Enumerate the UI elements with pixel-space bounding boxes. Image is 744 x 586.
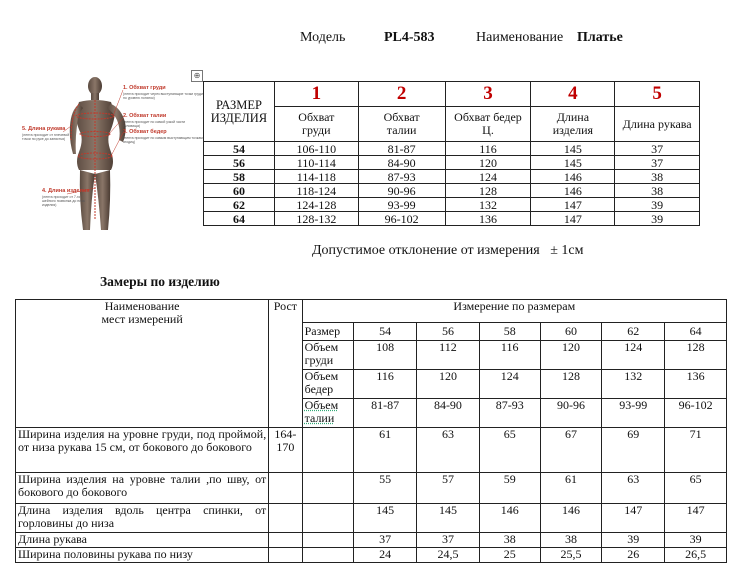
measurement-row	[16, 473, 727, 504]
empty-cell	[302, 533, 354, 548]
parameter-label: Размер	[302, 323, 354, 341]
size-cell: 62	[204, 198, 275, 212]
parameter-value: 93-99	[602, 399, 665, 428]
figure-label-sleeve: 5. Длина рукава	[22, 126, 66, 132]
parameter-label: Объем талии	[302, 399, 354, 428]
name-value: Платье	[577, 30, 623, 45]
measurement-row	[16, 548, 727, 563]
measurement-cell: 145	[531, 156, 615, 170]
parameter-value: 120	[417, 370, 480, 399]
measurement-value: 25,5	[540, 548, 602, 563]
parameter-value: 136	[665, 370, 727, 399]
measurement-cell: 87-93	[358, 170, 445, 184]
measurement-value: 37	[354, 533, 417, 548]
parameter-value: 90-96	[540, 399, 602, 428]
empty-cell	[302, 428, 354, 473]
measurement-value: 38	[479, 533, 540, 548]
model-label: Модель	[300, 30, 346, 45]
measurement-cell: 136	[445, 212, 531, 226]
measurement-value: 26,5	[665, 548, 727, 563]
name-column-header: Наименование мест измерений	[16, 300, 269, 428]
measurement-value: 55	[354, 473, 417, 504]
section-title: Замеры по изделию	[100, 274, 220, 289]
size-cell: 60	[204, 184, 275, 198]
parameter-value: 64	[665, 323, 727, 341]
measurement-value: 26	[602, 548, 665, 563]
product-measurements-table	[15, 299, 727, 563]
measurement-value: 63	[417, 428, 480, 473]
size-chart-table	[203, 81, 700, 226]
measurement-cell: 39	[615, 198, 700, 212]
parameter-value: 120	[540, 341, 602, 370]
measurement-value: 65	[665, 473, 727, 504]
parameter-value: 84-90	[417, 399, 480, 428]
size-cell: 56	[204, 156, 275, 170]
measurement-cell: 128	[445, 184, 531, 198]
height-cell	[269, 504, 302, 533]
height-column-header: Рост	[269, 300, 302, 428]
measurement-cell: 38	[615, 170, 700, 184]
measurement-value: 61	[540, 473, 602, 504]
measurement-value: 69	[602, 428, 665, 473]
body-measurement-figure	[15, 70, 205, 240]
measurement-value: 145	[417, 504, 480, 533]
measurement-value: 38	[540, 533, 602, 548]
measurement-cell: 114-118	[274, 170, 358, 184]
parameter-value: 128	[540, 370, 602, 399]
name-label: Наименование	[476, 30, 564, 45]
column-number: 3	[445, 82, 531, 107]
parameter-value: 124	[479, 370, 540, 399]
measurement-cell: 147	[531, 212, 615, 226]
measurement-label: Ширина изделия на уровне груди, под проймой, от низа рукава 15 см, от бокового до бокового	[16, 428, 269, 473]
column-number: 4	[531, 82, 615, 107]
height-cell	[269, 473, 302, 504]
measurement-row	[16, 533, 727, 548]
measurement-cell: 84-90	[358, 156, 445, 170]
parameter-value: 116	[479, 341, 540, 370]
measurement-label: Длина рукава	[16, 533, 269, 548]
figure-label-chest: 1. Обхват груди	[123, 85, 166, 91]
measurement-value: 24	[354, 548, 417, 563]
empty-cell	[302, 504, 354, 533]
measurement-cell: 106-110	[274, 142, 358, 156]
model-value: PL4-583	[384, 30, 435, 45]
measurement-cell: 118-124	[274, 184, 358, 198]
parameter-value: 96-102	[665, 399, 727, 428]
measurement-cell: 128-132	[274, 212, 358, 226]
parameter-value: 56	[417, 323, 480, 341]
figure-label-hips: 3. Обхват бедер	[123, 129, 167, 135]
measurement-row	[16, 504, 727, 533]
height-cell: 164-170	[269, 428, 302, 473]
figure-label-length: 4. Длина изделия	[42, 188, 90, 194]
table-move-handle-icon[interactable]: ⊕	[191, 70, 203, 82]
size-row	[204, 198, 700, 212]
measurement-cell: 146	[531, 170, 615, 184]
parameter-value: 112	[417, 341, 480, 370]
size-row	[204, 184, 700, 198]
parameter-value: 124	[602, 341, 665, 370]
measurement-value: 67	[540, 428, 602, 473]
figure-note-length: (лента проходит от 7-го шейного позвонка до низа изделия)	[42, 195, 85, 207]
measurement-cell: 37	[615, 142, 700, 156]
size-row	[204, 212, 700, 226]
parameter-value: 58	[479, 323, 540, 341]
size-row	[204, 170, 700, 184]
size-cell: 54	[204, 142, 275, 156]
measurement-cell: 37	[615, 156, 700, 170]
measurement-value: 147	[602, 504, 665, 533]
measurement-cell: 81-87	[358, 142, 445, 156]
measurement-cell: 146	[531, 184, 615, 198]
measurement-value: 57	[417, 473, 480, 504]
size-cell: 64	[204, 212, 275, 226]
column-name: Длина изделия	[531, 107, 615, 142]
figure-note-hips: (лента проходит по самым выступающим точкам ягодиц)	[123, 136, 203, 144]
column-name: Обхват груди	[274, 107, 358, 142]
parameter-label: Объем бедер	[302, 370, 354, 399]
measurement-value: 24,5	[417, 548, 480, 563]
measurement-value: 59	[479, 473, 540, 504]
parameter-value: 54	[354, 323, 417, 341]
measurement-cell: 116	[445, 142, 531, 156]
measurement-value: 39	[602, 533, 665, 548]
measurement-cell: 93-99	[358, 198, 445, 212]
size-row	[204, 142, 700, 156]
measurement-cell: 120	[445, 156, 531, 170]
empty-cell	[302, 473, 354, 504]
size-row	[204, 156, 700, 170]
parameter-value: 87-93	[479, 399, 540, 428]
measurement-cell: 145	[531, 142, 615, 156]
measurement-value: 146	[540, 504, 602, 533]
measurement-value: 71	[665, 428, 727, 473]
parameter-label: Объем груди	[302, 341, 354, 370]
column-number: 1	[274, 82, 358, 107]
sizes-column-header: Измерение по размерам	[302, 300, 726, 323]
measurement-value: 147	[665, 504, 727, 533]
parameter-value: 128	[665, 341, 727, 370]
measurement-cell: 38	[615, 184, 700, 198]
measurement-value: 65	[479, 428, 540, 473]
measurement-cell: 132	[445, 198, 531, 212]
measurement-value: 39	[665, 533, 727, 548]
parameter-value: 81-87	[354, 399, 417, 428]
header-row	[16, 300, 727, 323]
parameter-value: 132	[602, 370, 665, 399]
empty-cell	[302, 548, 354, 563]
measurement-label: Длина изделия вдоль центра спинки, от горловины до низа	[16, 504, 269, 533]
column-name: Длина рукава	[615, 107, 700, 142]
measurement-cell: 147	[531, 198, 615, 212]
measurement-value: 25	[479, 548, 540, 563]
column-number: 2	[358, 82, 445, 107]
measurement-value: 145	[354, 504, 417, 533]
size-cell: 58	[204, 170, 275, 184]
size-column-header: РАЗМЕР ИЗДЕЛИЯ	[204, 82, 275, 142]
height-cell	[269, 533, 302, 548]
measurement-cell: 39	[615, 212, 700, 226]
measurement-row	[16, 428, 727, 473]
measurement-cell: 90-96	[358, 184, 445, 198]
parameter-value: 60	[540, 323, 602, 341]
figure-note-waist: (лента проходит по самой узкой части туловища)	[123, 120, 186, 128]
height-cell	[269, 548, 302, 563]
figure-note-chest: (лента проходит через выступающие точки груди по уровню лопаток)	[123, 92, 203, 100]
measurement-cell: 96-102	[358, 212, 445, 226]
measurement-value: 63	[602, 473, 665, 504]
parameter-value: 108	[354, 341, 417, 370]
figure-note-sleeve: (лента проходит от плечевой точки по руке до запястья)	[22, 133, 70, 141]
parameter-value: 116	[354, 370, 417, 399]
column-name: Обхват бедер Ц.	[445, 107, 531, 142]
measurement-label: Ширина половины рукава по низу	[16, 548, 269, 563]
figure-label-waist: 2. Обхват талии	[123, 113, 167, 119]
measurement-value: 146	[479, 504, 540, 533]
measurement-value: 61	[354, 428, 417, 473]
parameter-value: 62	[602, 323, 665, 341]
column-number: 5	[615, 82, 700, 107]
tolerance-note: Допустимое отклонение от измерения ± 1см	[312, 243, 584, 258]
measurement-cell: 110-114	[274, 156, 358, 170]
measurement-label: Ширина изделия на уровне талии ,по шву, от бокового до бокового	[16, 473, 269, 504]
measurement-value: 37	[417, 533, 480, 548]
measurement-cell: 124	[445, 170, 531, 184]
measurement-cell: 124-128	[274, 198, 358, 212]
column-name: Обхват талии	[358, 107, 445, 142]
